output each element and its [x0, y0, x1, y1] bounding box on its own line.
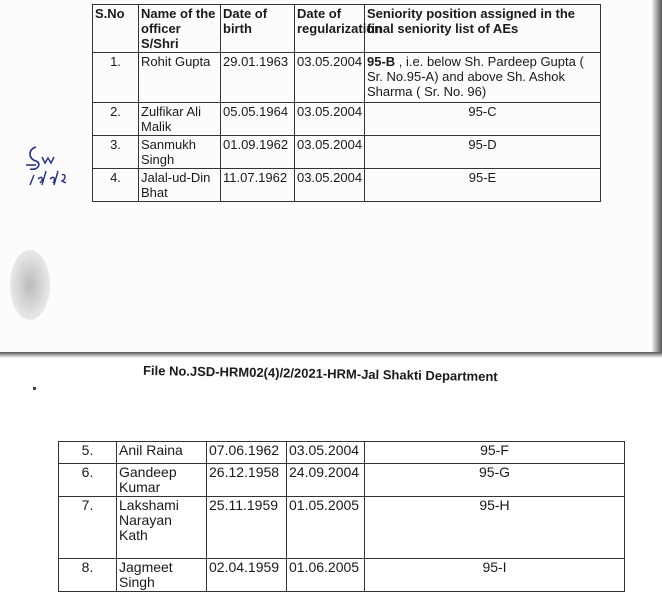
table-row	[93, 169, 601, 202]
page-edge-shadow	[652, 0, 662, 355]
name-cell: Zulfikar Ali Malik	[139, 103, 221, 136]
header-dob: Date of birth	[221, 5, 295, 53]
seniority-table-part1	[92, 4, 601, 202]
position-cell: 95-C	[365, 103, 601, 136]
position-cell	[365, 53, 601, 103]
header-seniority-position: Seniority position assigned in the final seniority list of AEs	[365, 5, 601, 53]
sno-cell: 7.	[59, 497, 117, 559]
file-number-header: File No.JSD-HRM02(4)/2/2021-HRM-Jal Shakti Department	[142, 362, 498, 385]
sno-cell: 5.	[59, 442, 117, 464]
position-cell: 95-D	[365, 136, 601, 169]
name-cell: Rohit Gupta	[139, 53, 221, 103]
dob-cell: 29.01.1963	[221, 53, 295, 103]
table-row	[59, 497, 625, 559]
table-row	[93, 136, 601, 169]
table-row	[93, 103, 601, 136]
name-cell: Jagmeet Singh	[117, 559, 207, 592]
handwritten-initials-signature	[22, 135, 82, 195]
scan-smudge	[10, 250, 50, 320]
dob-cell: 05.05.1964	[221, 103, 295, 136]
name-cell: Lakshami Narayan Kath	[117, 497, 207, 559]
dob-cell: 11.07.1962	[221, 169, 295, 202]
position-note: , i.e. below Sh. Pardeep Gupta ( Sr. No.95-A) and above Sh. Ashok Sharma ( Sr. No. 96)	[367, 54, 584, 99]
regularization-cell: 01.06.2005	[287, 559, 365, 592]
table-row	[59, 559, 625, 592]
sno-cell: 4.	[93, 169, 139, 202]
table-row	[59, 442, 625, 464]
name-cell: Gandeep Kumar	[117, 464, 207, 497]
header-regularization: Date of regularization	[295, 5, 365, 53]
table-row	[93, 53, 601, 103]
position-code: 95-B	[367, 54, 396, 69]
scan-dot	[33, 387, 36, 390]
table-row	[59, 464, 625, 497]
dob-cell: 25.11.1959	[207, 497, 287, 559]
sno-cell: 2.	[93, 103, 139, 136]
regularization-cell: 01.05.2005	[287, 497, 365, 559]
regularization-cell: 03.05.2004	[287, 442, 365, 464]
position-cell: 95-G	[365, 464, 625, 497]
position-cell: 95-I	[365, 559, 625, 592]
regularization-cell: 03.05.2004	[295, 103, 365, 136]
sno-cell: 3.	[93, 136, 139, 169]
sno-cell: 1.	[93, 53, 139, 103]
position-cell: 95-H	[365, 497, 625, 559]
sno-cell: 6.	[59, 464, 117, 497]
name-cell: Jalal-ud-Din Bhat	[139, 169, 221, 202]
header-sno: S.No	[93, 5, 139, 53]
table-header-row	[93, 5, 601, 53]
position-cell: 95-F	[365, 442, 625, 464]
regularization-cell: 03.05.2004	[295, 53, 365, 103]
dob-cell: 02.04.1959	[207, 559, 287, 592]
dob-cell: 01.09.1962	[221, 136, 295, 169]
regularization-cell: 03.05.2004	[295, 136, 365, 169]
position-cell: 95-E	[365, 169, 601, 202]
sno-cell: 8.	[59, 559, 117, 592]
header-name: Name of the officer S/Shri	[139, 5, 221, 53]
dob-cell: 26.12.1958	[207, 464, 287, 497]
dob-cell: 07.06.1962	[207, 442, 287, 464]
name-cell: Anil Raina	[117, 442, 207, 464]
regularization-cell: 24.09.2004	[287, 464, 365, 497]
name-cell: Sanmukh Singh	[139, 136, 221, 169]
regularization-cell: 03.05.2004	[295, 169, 365, 202]
seniority-table-part2	[58, 441, 625, 592]
